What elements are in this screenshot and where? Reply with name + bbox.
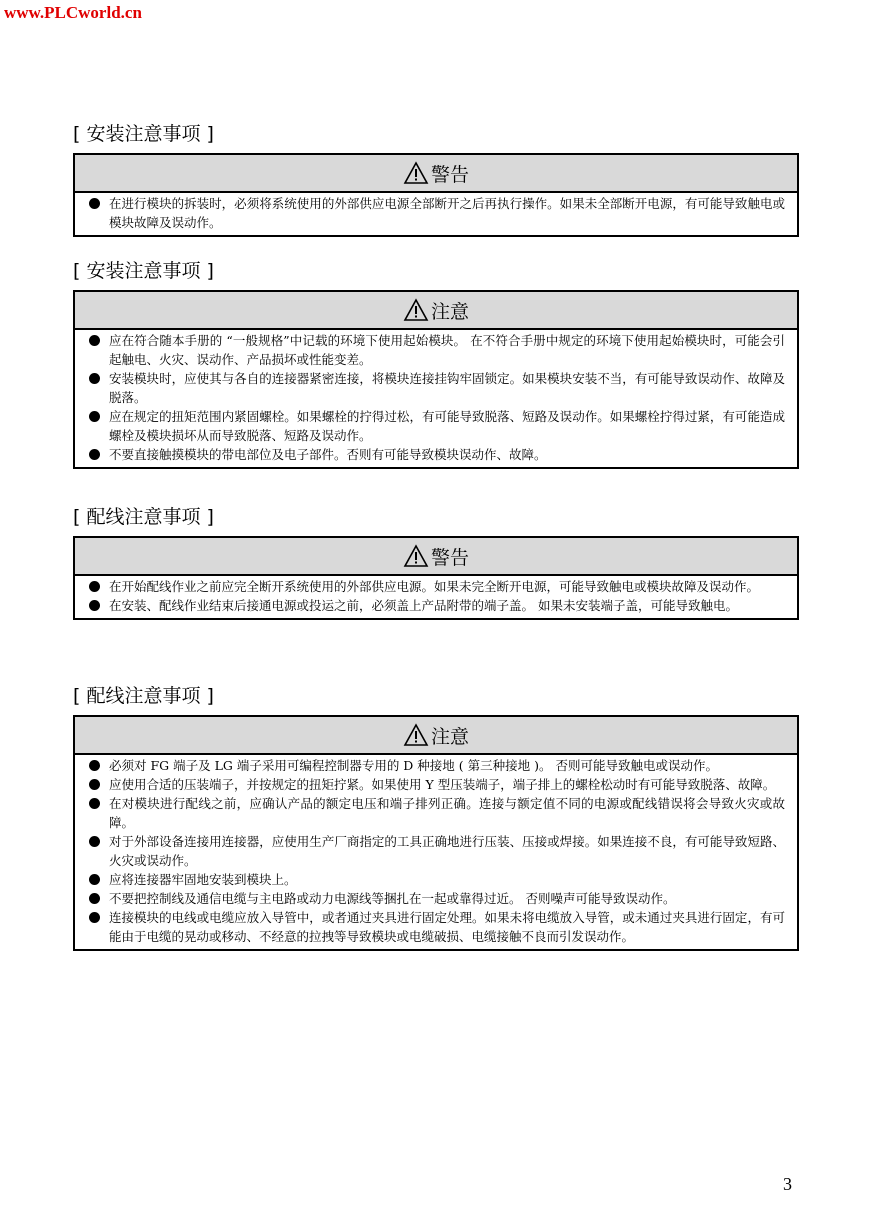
item-list <box>75 193 797 235</box>
bullet-dot-icon <box>89 335 100 346</box>
list-item: 连接模块的电线或电缆应放入导管中，或者通过夹具进行固定处理。如果未将电缆放入导管，或未通过夹具进行固定，有可能由于电缆的晃动或移动、不经意的拉拽等导致模块或电缆破损、电缆接触不良而引发误动作。 <box>87 908 785 946</box>
box-header <box>75 717 797 755</box>
caution-label: 注意 <box>430 725 469 748</box>
list-item: 应在符合随本手册的 “一般规格”中记载的环境下使用起始模块。 在不符合手册中规定的环境下使用起始模块时，可能会引起触电、火灾、误动作、产品损坏或性能变差。 <box>87 331 785 369</box>
warning-label: 警告 <box>430 163 469 186</box>
box-header <box>75 155 797 193</box>
list-item: 在开始配线作业之前应完全断开系统使用的外部供应电源。如果未完全断开电源，可能导致触电或模块故障及误动作。 <box>87 577 785 596</box>
section-wiring-caution <box>73 683 799 951</box>
list-item: 在安装、配线作业结束后接通电源或投运之前，必须盖上产品附带的端子盖。 如果未安装端子盖，可能导致触电。 <box>87 596 785 615</box>
bullet-dot-icon <box>89 581 100 592</box>
section-wiring-warning <box>73 504 799 620</box>
bullet-dot-icon <box>89 600 100 611</box>
list-item: 必须对 FG 端子及 LG 端子采用可编程控制器专用的 D 种接地 ( 第三种接地 )。 否则可能导致触电或误动作。 <box>87 756 785 775</box>
bullet-dot-icon <box>89 760 100 771</box>
bullet-dot-icon <box>89 449 100 460</box>
section-title: [ 配线注意事项 ] <box>73 685 214 707</box>
item-list <box>75 576 797 618</box>
list-item: 在对模块进行配线之前，应确认产品的额定电压和端子排列正确。连接与额定值不同的电源或配线错误将会导致火灾或故障。 <box>87 794 785 832</box>
warning-triangle-icon <box>403 298 429 322</box>
section-install-warning <box>73 121 799 237</box>
section-title: [ 安装注意事项 ] <box>73 260 214 282</box>
section-title: [ 配线注意事项 ] <box>73 506 214 528</box>
item-list <box>75 330 797 467</box>
caution-box <box>73 290 799 469</box>
bullet-dot-icon <box>89 798 100 809</box>
list-item: 不要直接触摸模块的带电部位及电子部件。否则有可能导致模块误动作、故障。 <box>87 445 785 464</box>
box-header <box>75 538 797 576</box>
bullet-dot-icon <box>89 893 100 904</box>
warning-label: 警告 <box>430 546 469 569</box>
watermark[interactable]: www.PLCworld.cn <box>4 3 142 22</box>
bullet-dot-icon <box>89 198 100 209</box>
list-item: 对于外部设备连接用连接器，应使用生产厂商指定的工具正确地进行压装、压接或焊接。如果连接不良，有可能导致短路、火灾或误动作。 <box>87 832 785 870</box>
section-title: [ 安装注意事项 ] <box>73 123 214 145</box>
warning-box <box>73 153 799 237</box>
caution-label: 注意 <box>430 300 469 323</box>
bullet-dot-icon <box>89 874 100 885</box>
list-item: 应将连接器牢固地安装到模块上。 <box>87 870 785 889</box>
bullet-dot-icon <box>89 411 100 422</box>
bullet-dot-icon <box>89 836 100 847</box>
warning-box <box>73 536 799 620</box>
list-item: 应使用合适的压装端子，并按规定的扭矩拧紧。如果使用 Y 型压装端子，端子排上的螺栓松动时有可能导致脱落、故障。 <box>87 775 785 794</box>
caution-box <box>73 715 799 951</box>
box-header <box>75 292 797 330</box>
warning-triangle-icon <box>403 723 429 747</box>
bullet-dot-icon <box>89 779 100 790</box>
bullet-dot-icon <box>89 912 100 923</box>
warning-triangle-icon <box>403 161 429 185</box>
list-item: 安装模块时，应使其与各自的连接器紧密连接，将模块连接挂钩牢固锁定。如果模块安装不当，有可能导致误动作、故障及脱落。 <box>87 369 785 407</box>
page-number: 3 <box>783 1174 792 1194</box>
section-install-caution <box>73 258 799 469</box>
item-list <box>75 755 797 949</box>
bullet-dot-icon <box>89 373 100 384</box>
list-item: 应在规定的扭矩范围内紧固螺栓。如果螺栓的拧得过松，有可能导致脱落、短路及误动作。如果螺栓拧得过紧，有可能造成螺栓及模块损坏从而导致脱落、短路及误动作。 <box>87 407 785 445</box>
list-item: 不要把控制线及通信电缆与主电路或动力电源线等捆扎在一起或靠得过近。 否则噪声可能导致误动作。 <box>87 889 785 908</box>
list-item: 在进行模块的拆装时，必须将系统使用的外部供应电源全部断开之后再执行操作。如果未全部断开电源，有可能导致触电或模块故障及误动作。 <box>87 194 785 232</box>
warning-triangle-icon <box>403 544 429 568</box>
